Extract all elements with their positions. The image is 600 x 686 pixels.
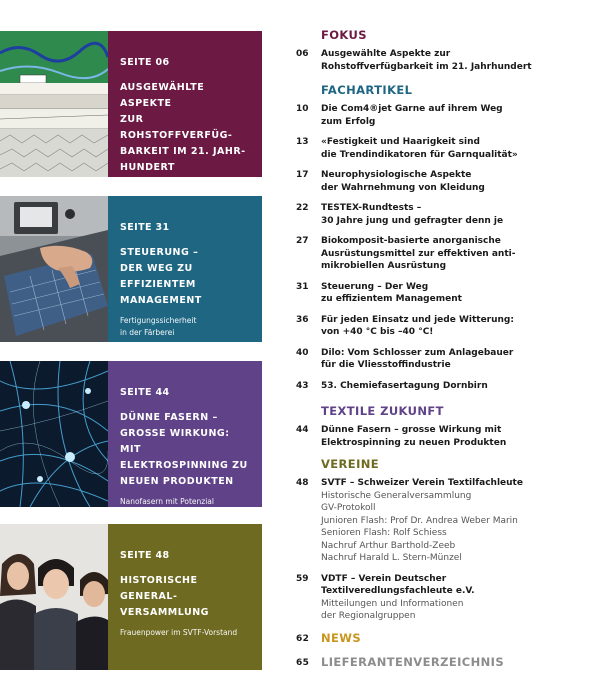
toc-title[interactable]: NEWS	[321, 630, 362, 645]
toc-entry[interactable]	[296, 235, 596, 273]
feature-card-rohstoffe[interactable]	[0, 31, 262, 192]
toc-entry[interactable]	[296, 380, 596, 393]
toc-title[interactable]: TESTEX-Rundtests – 30 Jahre jung und gefragter denn je	[321, 203, 504, 226]
toc-title[interactable]: Steuerung – Der Weg zu effizientem Management	[321, 281, 462, 304]
feature-panel	[108, 524, 262, 670]
feature-panel	[108, 196, 262, 342]
toc-page-number: 40	[296, 347, 309, 358]
feature-title[interactable]: DÜNNE FASERN – GROSSE WIRKUNG: MIT ELEKTROSPINNING ZU NEUEN PRODUKTEN	[120, 412, 248, 487]
toc-details: Historische Generalversammlung GV-Protokoll Junioren Flash: Prof Dr. Andrea Weber Marin Senioren Flash: Rolf Schiess Nachruf Arthur Barthold-Zeeb Nachruf Harald L. Stern-Münzel	[321, 490, 518, 563]
toc-entry[interactable]	[296, 477, 596, 565]
group-photo	[0, 524, 108, 670]
toc-title[interactable]: Ausgewählte Aspekte zur Rohstoffverfügbarkeit im 21. Jahrhundert	[321, 49, 532, 72]
toc-title[interactable]: 53. Chemiefasertagung Dornbirn	[321, 380, 488, 391]
section-heading-fachartikel: FACHARTIKEL	[321, 83, 413, 97]
section-heading-vereine: VEREINE	[321, 457, 380, 471]
toc-details: Mitteilungen und Informationen der Regionalgruppen	[321, 598, 464, 621]
toc-page-number: 65	[296, 657, 310, 668]
section-heading-news[interactable]	[296, 631, 596, 651]
toc-title[interactable]: SVTF – Schweizer Verein Textilfachleute	[321, 478, 523, 488]
toc-page-number: 17	[296, 170, 309, 180]
feature-title[interactable]: HISTORISCHE GENERAL- VERSAMMLUNG	[120, 575, 209, 618]
feature-page-number: SEITE 48	[120, 550, 170, 561]
toc-title[interactable]: Für jeden Einsatz und jede Witterung: von +40 °C bis –40 °C!	[321, 314, 514, 337]
toc-entry[interactable]	[296, 136, 596, 161]
toc-page-number: 06	[296, 49, 309, 59]
toc-entry[interactable]	[296, 169, 596, 194]
toc-entry[interactable]	[296, 347, 596, 372]
toc-entry[interactable]	[296, 48, 596, 73]
section-list-vereine	[296, 477, 596, 623]
feature-page-number: SEITE 06	[120, 57, 170, 68]
toc-page-number: 27	[296, 236, 309, 246]
toc-entry[interactable]	[296, 314, 596, 339]
toc-entry[interactable]	[296, 424, 596, 449]
toc-title[interactable]: VDTF – Verein Deutscher Textilveredlungsfachleute e.V.	[321, 573, 475, 596]
nanofiber-image	[0, 361, 108, 507]
section-heading-lieferantenverzeichnis[interactable]	[296, 655, 596, 675]
feature-card-fasern[interactable]	[0, 361, 262, 507]
toc-title[interactable]: LIEFERANTENVERZEICHNIS	[321, 654, 505, 669]
feature-title[interactable]: STEUERUNG – DER WEG ZU EFFIZIENTEM MANAGEMENT	[120, 247, 202, 306]
toc-title[interactable]: Biokomposit-basierte anorganische Ausrüstungsmittel zur effektiven anti- mikrobiellen Ausrüstung	[321, 236, 516, 271]
toc-title[interactable]: «Festigkeit und Haarigkeit sind die Trendindikatoren für Garnqualität»	[321, 137, 518, 160]
toc-entry[interactable]	[296, 573, 596, 623]
feature-subtitle: Fertigungssicherheit in der Färberei	[120, 316, 197, 337]
geological-diagram-image	[0, 31, 108, 177]
toc-page-number: 62	[296, 633, 310, 644]
feature-subtitle: K(r)ampf um Rohstoffe	[120, 183, 206, 192]
toc-page-number: 13	[296, 137, 309, 147]
toc-page-number: 59	[296, 573, 309, 584]
feature-page-number: SEITE 31	[120, 222, 170, 233]
feature-card-generalversammlung[interactable]	[0, 524, 262, 670]
toc-page-number: 48	[296, 478, 309, 488]
toc-entry[interactable]	[296, 202, 596, 227]
toc-page-number: 43	[296, 380, 309, 391]
feature-subtitle: Frauenpower im SVTF-Vorstand	[120, 628, 238, 637]
toc-title[interactable]: Dünne Fasern – grosse Wirkung mit Elektrospinning zu neuen Produkten	[321, 425, 507, 448]
toc-page-number: 31	[296, 281, 309, 292]
section-heading-textile-zukunft: TEXTILE ZUKUNFT	[321, 404, 444, 418]
toc-page-number: 36	[296, 314, 309, 325]
section-list-fokus	[296, 48, 596, 73]
feature-page-number: SEITE 44	[120, 387, 170, 398]
control-panel-photo	[0, 196, 108, 342]
toc-page-number: 22	[296, 203, 309, 213]
toc-title[interactable]: Dilo: Vom Schlosser zum Anlagebauer für die Vliesstoffindustrie	[321, 347, 514, 370]
feature-panel	[108, 31, 262, 192]
toc-title[interactable]: Die Com4®jet Garne auf ihrem Weg zum Erfolg	[321, 104, 503, 127]
toc-page-number: 44	[296, 425, 309, 435]
toc-page-number: 10	[296, 104, 309, 114]
toc-title[interactable]: Neurophysiologische Aspekte der Wahrnehmung von Kleidung	[321, 170, 485, 193]
feature-title[interactable]: AUSGEWÄHLTE ASPEKTE ZUR ROHSTOFFVERFÜG- BARKEIT IM 21. JAHR- HUNDERT	[120, 82, 246, 173]
section-list-fachartikel	[296, 103, 596, 392]
toc-entry[interactable]	[296, 103, 596, 128]
section-heading-fokus: FOKUS	[321, 28, 367, 42]
section-list-textile-zukunft	[296, 424, 596, 449]
feature-panel	[108, 361, 262, 507]
toc-entry[interactable]	[296, 281, 596, 306]
table-of-contents	[296, 28, 596, 675]
feature-card-steuerung[interactable]	[0, 196, 262, 342]
feature-subtitle: Nanofasern mit Potenzial	[120, 497, 214, 506]
